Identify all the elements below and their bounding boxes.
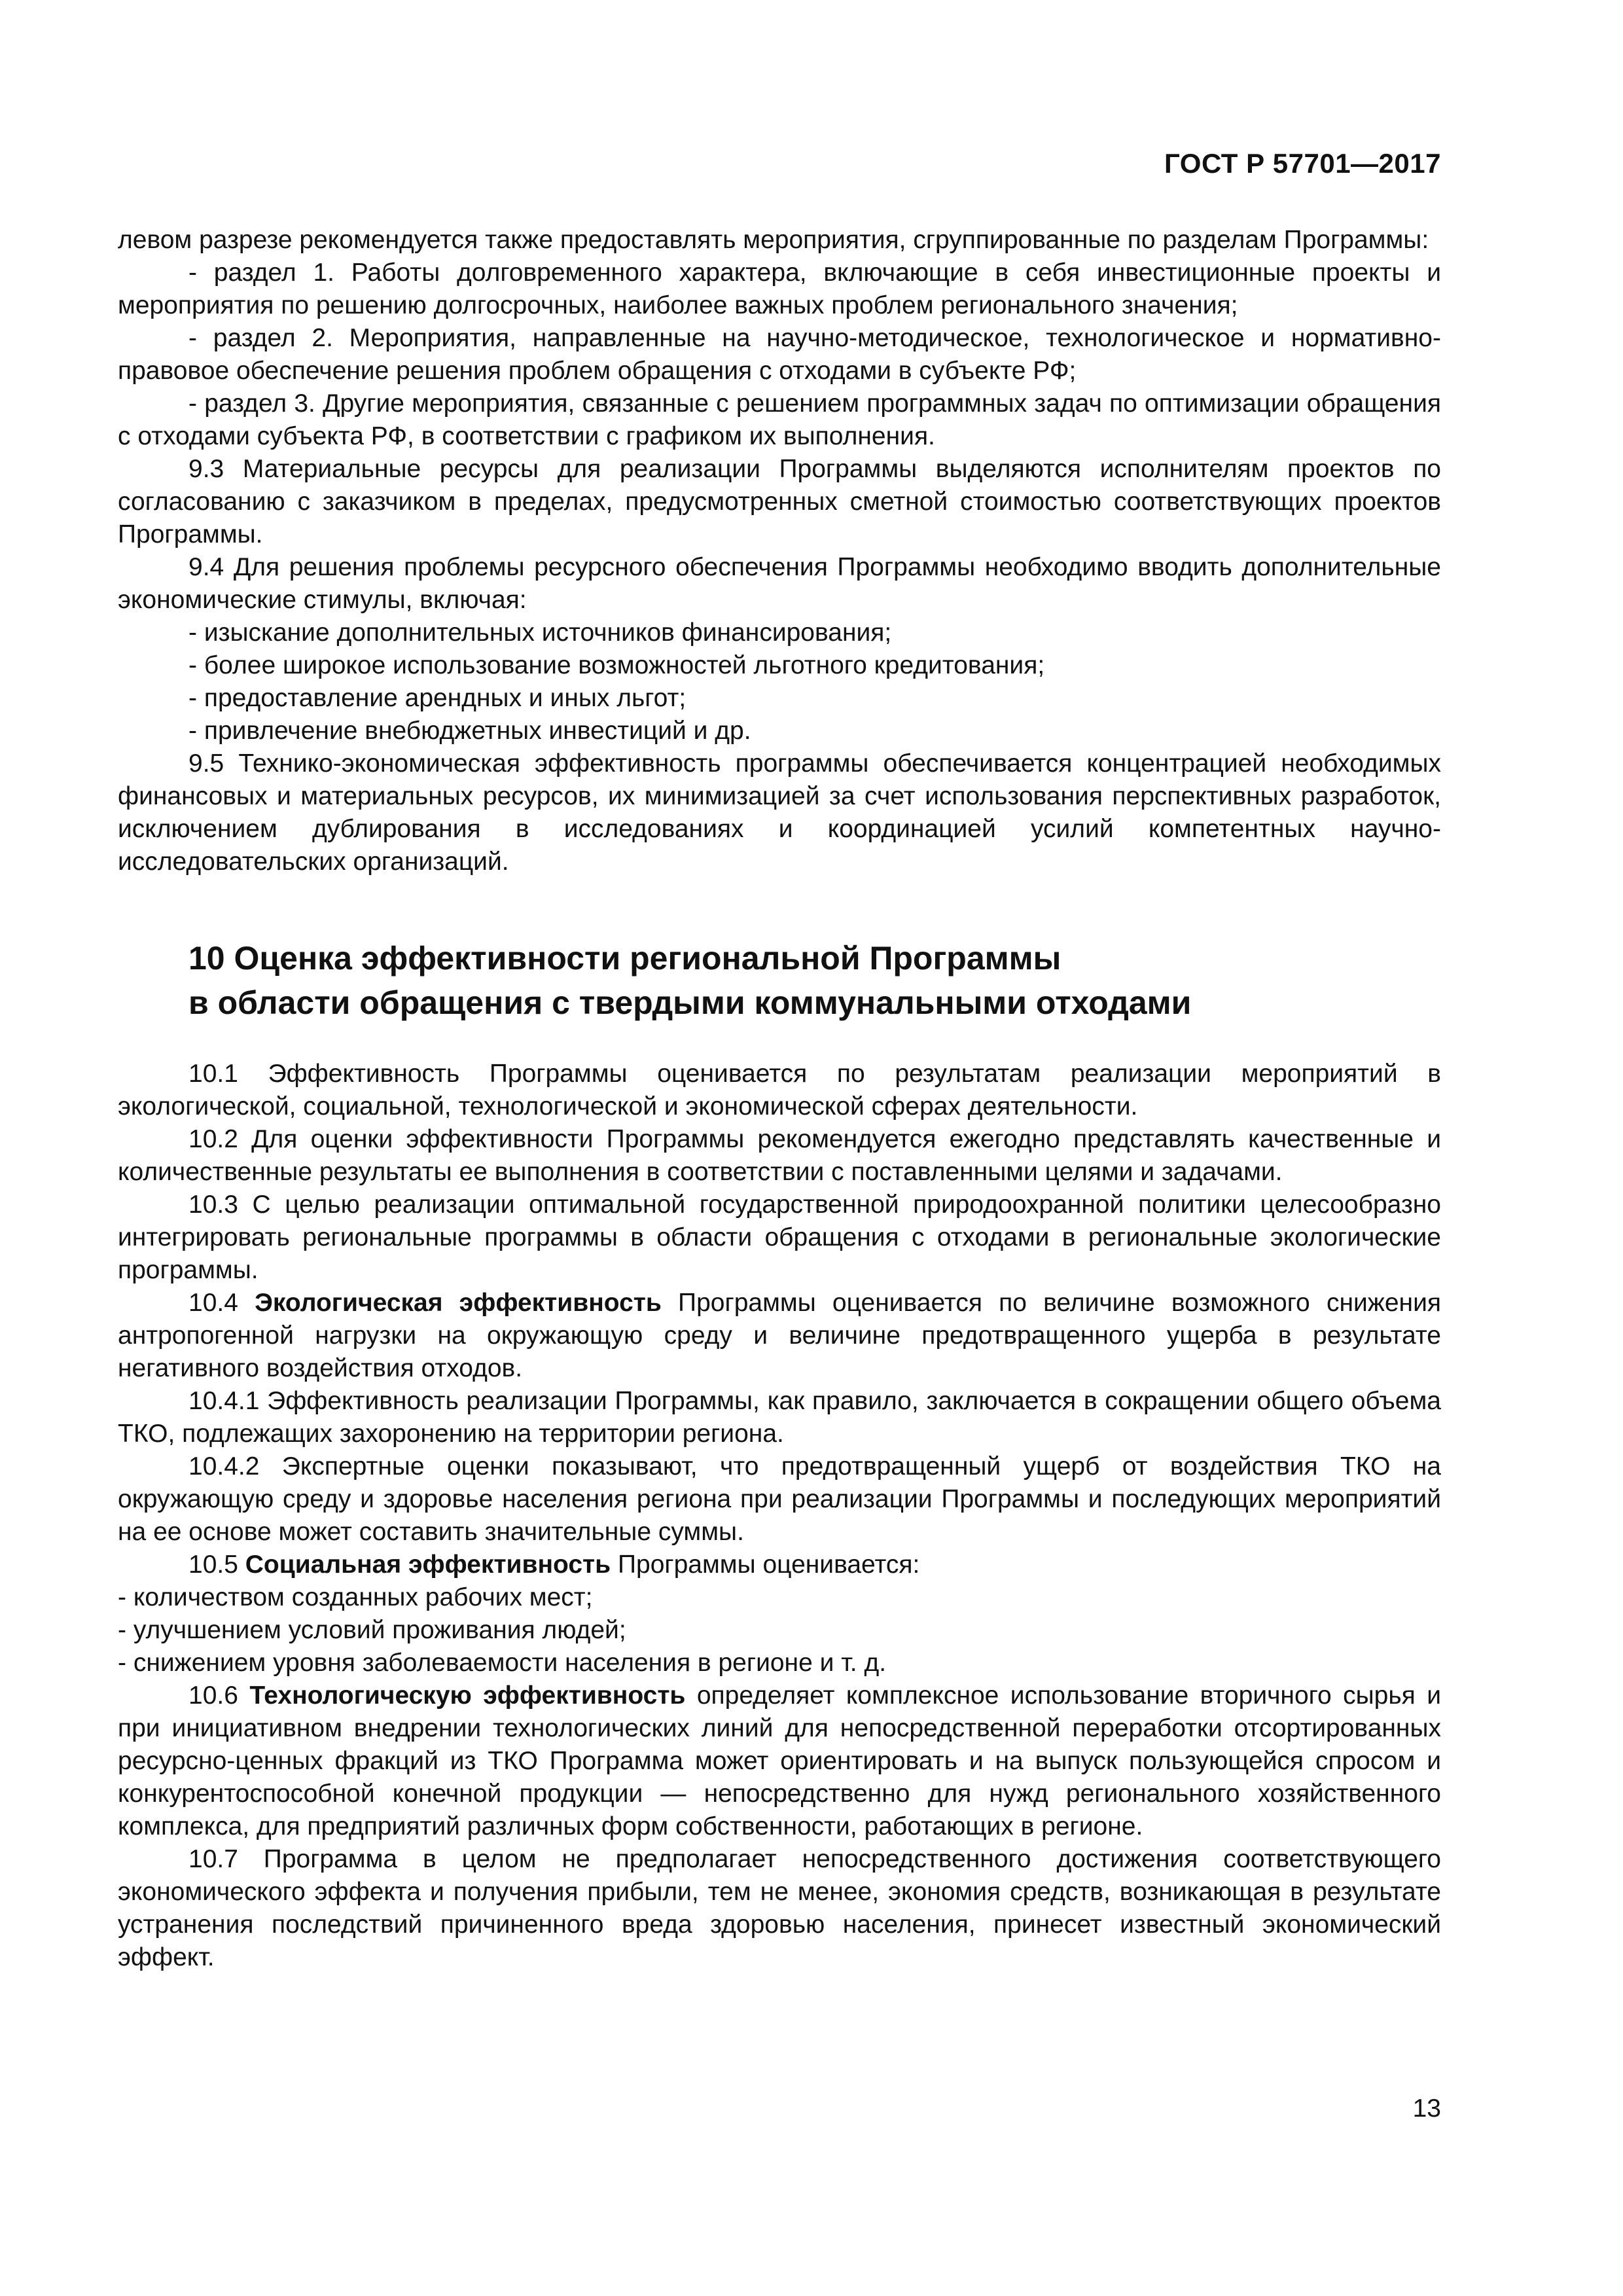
- paragraph-10-4-2: 10.4.2 Экспертные оценки показывают, что предотвращенный ущерб от воздействия ТКО на окружающую среду и здоровье населения региона при реализации Программы и последующих мероприятий на ее основе может составить значительные суммы.: [118, 1452, 1441, 1546]
- paragraph-9-4: 9.4 Для решения проблемы ресурсного обеспечения Программы необходимо вводить дополнительные экономические стимулы, включая:: [118, 553, 1441, 614]
- section-heading-line-2: в области обращения с твердыми коммунальными отходами: [188, 984, 1192, 1021]
- clause-text: Программы оценивается по величине возможного снижения антропогенной нагрузки на окружающую среду и величине предотвращенного ущерба в результате негативного воздействия отходов.: [118, 1289, 1441, 1382]
- term-bold: Технологическую эффективность: [249, 1681, 686, 1710]
- term-bold: Социальная эффективность: [245, 1551, 611, 1579]
- paragraph-10-4: [118, 1287, 1441, 1385]
- paragraph-10-1: 10.1 Эффективность Программы оценивается по результатам реализации мероприятий в экологической, социальной, технологической и экономической сферах деятельности.: [118, 1060, 1441, 1121]
- clause-number: 10.4: [188, 1289, 255, 1317]
- paragraph-10-4-1: 10.4.1 Эффективность реализации Программы, как правило, заключается в сокращении общего объема ТКО, подлежащих захоронению на территории региона.: [118, 1387, 1441, 1448]
- paragraph-9-5: 9.5 Технико-экономическая эффективность программы обеспечивается концентрацией необходимых финансовых и материальных ресурсов, их минимизацией за счет использования перспективных разработок, исключением дублирования в исследованиях и координацией усилий компетентных научно-исследовательских организаций.: [118, 749, 1441, 876]
- paragraph: левом разрезе рекомендуется также предоставлять мероприятия, сгруппированные по разделам Программы:: [118, 226, 1429, 254]
- list-item: - более широкое использование возможностей льготного кредитования;: [188, 651, 1045, 679]
- document-id: ГОСТ Р 57701—2017: [1164, 148, 1441, 179]
- list-item: - снижением уровня заболеваемости населения в регионе и т. д.: [118, 1649, 887, 1677]
- page-number: 13: [1412, 2094, 1441, 2123]
- paragraph-10-3: 10.3 С целью реализации оптимальной государственной природоохранной политики целесообразно интегрировать региональные программы в области обращения с отходами в региональные экологические программы.: [118, 1191, 1441, 1284]
- paragraph-10-6: [118, 1679, 1441, 1843]
- page-body: [118, 224, 1441, 1974]
- paragraph-9-3: 9.3 Материальные ресурсы для реализации Программы выделяются исполнителям проектов по согласованию с заказчиком в пределах, предусмотренных сметной стоимостью соответствующих проектов Программы.: [118, 455, 1441, 548]
- clause-number: 10.5: [188, 1551, 245, 1579]
- list-item: - раздел 2. Мероприятия, направленные на научно-методическое, технологическое и нормативно-правовое обеспечение решения проблем обращения с отходами в субъекте РФ;: [118, 324, 1441, 385]
- term-bold: Экологическая эффективность: [255, 1289, 662, 1317]
- clause-number: 10.6: [188, 1681, 250, 1710]
- list-item: - предоставление арендных и иных льгот;: [188, 684, 687, 712]
- paragraph-10-5: [118, 1549, 1441, 1581]
- list-item: - привлечение внебюджетных инвестиций и др.: [188, 717, 751, 745]
- section-heading-line-1: 10 Оценка эффективности региональной Программы: [188, 940, 1061, 977]
- heading-spacer: [118, 1025, 1441, 1058]
- paragraph-10-7: 10.7 Программа в целом не предполагает непосредственного достижения соответствующего экономического эффекта и получения прибыли, тем не менее, экономия средств, возникающая в результате устранения последствий причиненного вреда здоровью населения, принесет известный экономический эффект.: [118, 1845, 1441, 1971]
- clause-text: определяет комплексное использование вторичного сырья и при инициативном внедрении технологических линий для непосредственной переработки отсортированных ресурсно-ценных фракций из ТКО Программа может ориентировать и на выпуск пользующейся спросом и конкурентоспособной конечной продукции — непосредственно для нужд регионального хозяйственного комплекса, для предприятий различных форм собственности, работающих в регионе.: [118, 1681, 1442, 1840]
- list-item: - раздел 1. Работы долговременного характера, включающие в себя инвестиционные проекты и мероприятия по решению долгосрочных, наиболее важных проблем регионального значения;: [118, 259, 1441, 319]
- list-item: - изыскание дополнительных источников финансирования;: [188, 619, 892, 647]
- list-item: - количеством созданных рабочих мест;: [118, 1583, 593, 1611]
- paragraph-10-2: 10.2 Для оценки эффективности Программы рекомендуется ежегодно представлять качественные и количественные результаты ее выполнения в соответствии с поставленными целями и задачами.: [118, 1125, 1441, 1186]
- clause-text: Программы оценивается:: [611, 1551, 920, 1579]
- list-item: - раздел 3. Другие мероприятия, связанные с решением программных задач по оптимизации обращения с отходами субъекта РФ, в соответствии с графиком их выполнения.: [118, 389, 1441, 450]
- list-item: - улучшением условий проживания людей;: [118, 1616, 626, 1644]
